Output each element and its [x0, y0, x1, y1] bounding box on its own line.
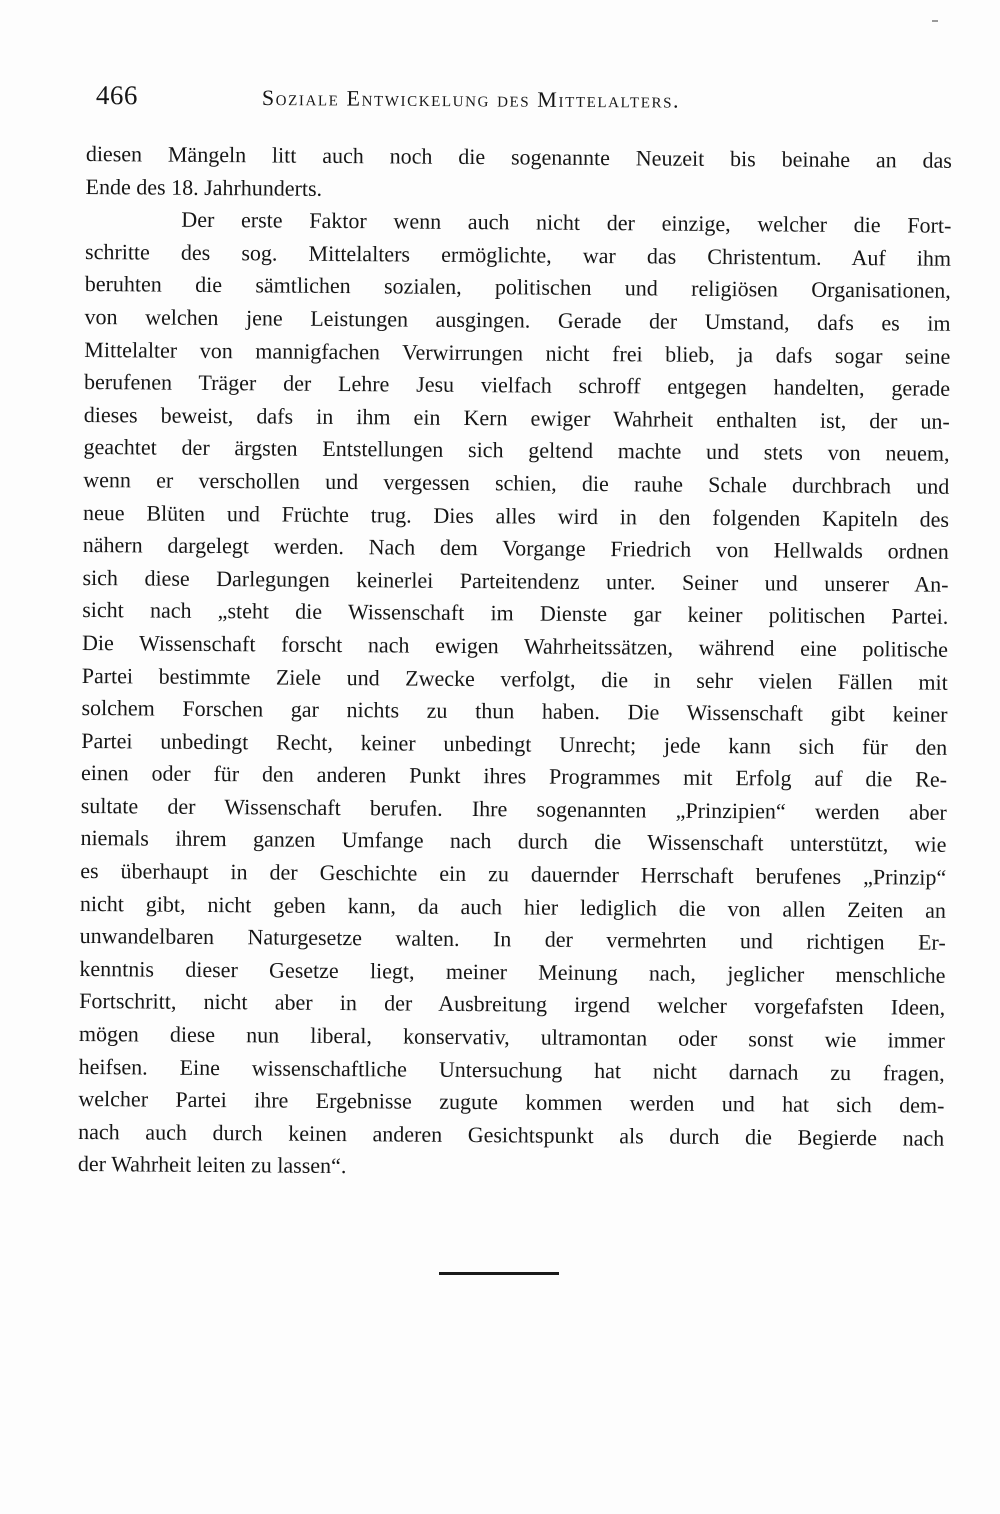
text-line: Fortschritt, nicht aber in der Ausbreitung irgend welcher vorgefafsten Ideen,	[79, 988, 946, 1021]
text-line: beruhten die sämtlichen sozialen, politischen und religiösen Organisationen,	[84, 271, 951, 304]
text-line: heifsen. Eine wissenschaftliche Untersuchung hat nicht darnach zu fragen,	[78, 1053, 945, 1086]
text-line: Die Wissenschaft forscht nach ewigen Wahrheitssätzen, während eine politische	[81, 629, 949, 662]
text-line: neue Blüten und Früchte trug. Dies alles wird in den folgenden Kapiteln des	[82, 499, 950, 532]
text-line: sicht nach „steht die Wissenschaft im Dienste gar keiner politischen Partei.	[82, 597, 949, 630]
text-line: diesen Mängeln litt auch noch die sogenannte Neuzeit bis beinahe an das	[85, 140, 952, 173]
text-line: geachtet der ärgsten Entstellungen sich geltend machte und stets von neuem,	[83, 434, 950, 467]
text-line: sultate der Wissenschaft berufen. Ihre sogenannten „Prinzipien“ werden aber	[80, 792, 947, 825]
running-title: Soziale Entwickelung des Mittelalters.	[261, 85, 681, 113]
text-line: Partei unbedingt Recht, keiner unbedingt Unrecht; jede kann sich für den	[81, 727, 948, 760]
text-line: mögen diese nun liberal, konservativ, ultramontan oder sonst wie immer	[78, 1021, 946, 1053]
body-text	[78, 138, 952, 1188]
text-line: Mittelalter von mannigfachen Verwirrungen nicht frei blieb, ja dafs sogar seine	[84, 336, 951, 369]
text-line: welcher Partei ihre Ergebnisse zugute kommen werden und hat sich dem-	[78, 1086, 945, 1118]
text-line: von welchen jene Leistungen ausgingen. Gerade der Umstand, dafs es im	[84, 303, 951, 336]
text-line: nach auch durch keinen anderen Gesichtspunkt als durch die Begierde nach	[78, 1118, 945, 1151]
text-line: niemals ihrem ganzen Umfange nach durch die Wissenschaft unterstützt, wie	[80, 825, 947, 858]
text-line: schritte des sog. Mittelalters ermöglichte, war das Christentum. Auf ihm	[85, 238, 952, 271]
text-line: dieses beweist, dafs in ihm ein Kern ewiger Wahrheit enthalten ist, der un-	[83, 401, 950, 434]
text-line: nähern dargelegt werden. Nach dem Vorgange Friedrich von Hellwalds ordnen	[82, 532, 949, 564]
text-line: kenntnis dieser Gesetze liegt, meiner Meinung nach, jeglicher menschliche	[79, 955, 946, 988]
text-line: sich diese Darlegungen keinerlei Parteitendenz unter. Seiner und unserer An-	[82, 564, 949, 597]
text-line: es überhaupt in der Geschichte ein zu dauernder Herrschaft berufenes „Prinzip“	[80, 858, 947, 890]
text-line: Ende des 18. Jahrhunderts.	[85, 173, 323, 201]
text-line: unwandelbaren Naturgesetze walten. In der vermehrten und richtigen Er-	[79, 923, 946, 956]
closing-rule	[439, 1272, 559, 1275]
text-line: solchem Forschen gar nichts zu thun haben. Die Wissenschaft gibt keiner	[81, 695, 948, 727]
scan-mark	[932, 20, 938, 22]
text-line: der Wahrheit leiten zu lassen“.	[77, 1151, 347, 1179]
text-line: nicht gibt, nicht geben kann, da auch hier lediglich die von allen Zeiten an	[79, 890, 947, 923]
text-line: Partei bestimmte Ziele und Zwecke verfolgt, die in sehr vielen Fällen mit	[81, 662, 948, 695]
paragraph-first-line: Der erste Faktor wenn auch nicht der einzige, welcher die Fort-	[181, 206, 952, 238]
text-line: berufenen Träger der Lehre Jesu vielfach schroff entgegen handelten, gerade	[83, 369, 951, 401]
text-line: wenn er verschollen und vergessen schien, die rauhe Schale durchbrach und	[83, 466, 950, 499]
page-number: 466	[95, 80, 138, 111]
text-line: einen oder für den anderen Punkt ihres Programmes mit Erfolg auf die Re-	[80, 760, 948, 793]
running-head	[96, 80, 786, 124]
